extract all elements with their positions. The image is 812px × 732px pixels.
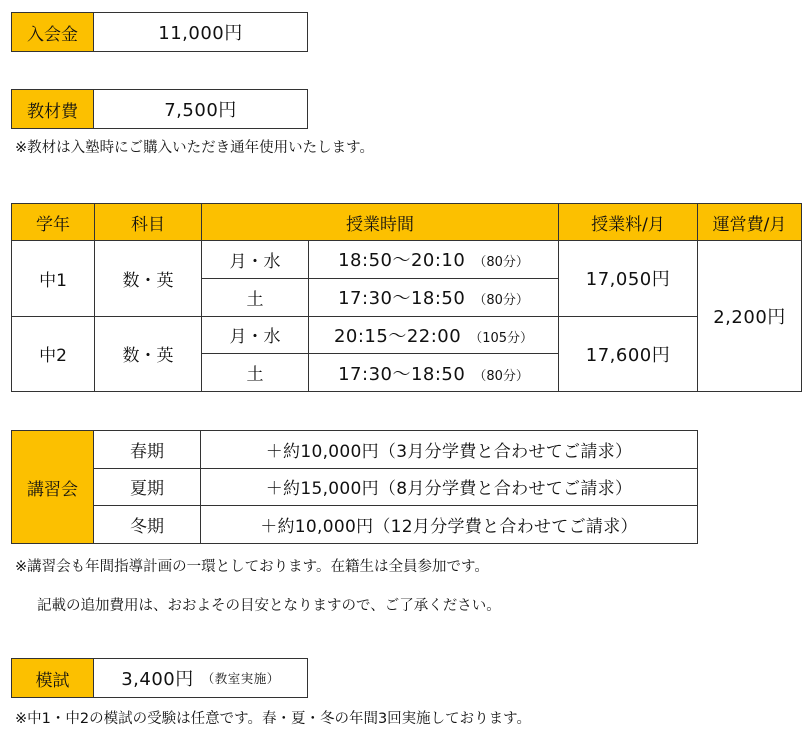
time-cell	[309, 241, 559, 279]
subject-cell: 数・英	[95, 316, 202, 392]
mock-exam-label: 模試	[12, 659, 94, 697]
amount-cell: ＋約10,000円（12月分学費と合わせてご請求）	[201, 506, 698, 544]
tuition-cell: 17,600円	[559, 316, 698, 392]
materials-fee-label: 教材費	[12, 90, 94, 128]
grade-cell: 中1	[12, 241, 95, 317]
header-subject: 科目	[95, 204, 202, 241]
time-cell	[309, 278, 559, 316]
materials-note: ※教材は入塾時にご購入いただき通年使用いたします。	[15, 140, 374, 156]
table-row	[12, 506, 698, 544]
time-cell	[309, 316, 559, 354]
header-grade: 学年	[12, 204, 95, 241]
materials-fee-box	[11, 89, 308, 129]
seasonal-note: ※講習会も年間指導計画の一環としております。在籍生は全員参加です。	[15, 559, 489, 575]
term-cell: 冬期	[94, 506, 201, 544]
header-operation-fee: 運営費/月	[698, 204, 802, 241]
header-tuition: 授業料/月	[559, 204, 698, 241]
term-cell: 春期	[94, 431, 201, 469]
time-cell	[309, 354, 559, 392]
days-cell: 土	[202, 354, 309, 392]
duration: （80分）	[473, 293, 529, 309]
tuition-table	[11, 203, 802, 392]
duration: （80分）	[473, 368, 529, 384]
entrance-fee-label: 入会金	[12, 13, 94, 51]
table-row	[12, 316, 802, 354]
entrance-fee-box	[11, 12, 308, 52]
mock-exam-value-wrap	[94, 659, 307, 697]
amount-cell: ＋約10,000円（3月分学費と合わせてご請求）	[201, 431, 698, 469]
days-cell: 土	[202, 278, 309, 316]
time-range: 17:30～18:50	[338, 288, 466, 310]
duration: （80分）	[473, 255, 529, 271]
table-row	[12, 241, 802, 279]
days-cell: 月・水	[202, 241, 309, 279]
subject-cell: 数・英	[95, 241, 202, 317]
mock-exam-box	[11, 658, 308, 698]
table-row	[12, 468, 698, 506]
table-row	[12, 431, 698, 469]
time-range: 20:15～22:00	[333, 325, 462, 347]
mock-exam-value: 3,400円	[121, 669, 194, 690]
seasonal-note-2: 記載の追加費用は、おおよその目安となりますので、ご了承ください。	[37, 598, 501, 614]
header-class-time: 授業時間	[202, 204, 559, 241]
mock-exam-note: ※中1・中2の模試の受験は任意です。春・夏・冬の年間3回実施しております。	[15, 711, 532, 727]
seasonal-course-table	[11, 430, 698, 544]
tuition-header-row	[12, 204, 802, 241]
time-range: 18:50～20:10	[338, 250, 466, 272]
term-cell: 夏期	[94, 468, 201, 506]
mock-exam-sub: （教室実施）	[201, 671, 280, 686]
tuition-cell: 17,050円	[559, 241, 698, 317]
grade-cell: 中2	[12, 316, 95, 392]
seasonal-label: 講習会	[12, 431, 94, 544]
entrance-fee-value: 11,000円	[158, 23, 243, 44]
operation-fee-cell: 2,200円	[698, 241, 802, 392]
time-range: 17:30～18:50	[338, 363, 466, 385]
duration: （105分）	[469, 330, 534, 346]
days-cell: 月・水	[202, 316, 309, 354]
materials-fee-value: 7,500円	[164, 100, 237, 121]
amount-cell: ＋約15,000円（8月分学費と合わせてご請求）	[201, 468, 698, 506]
